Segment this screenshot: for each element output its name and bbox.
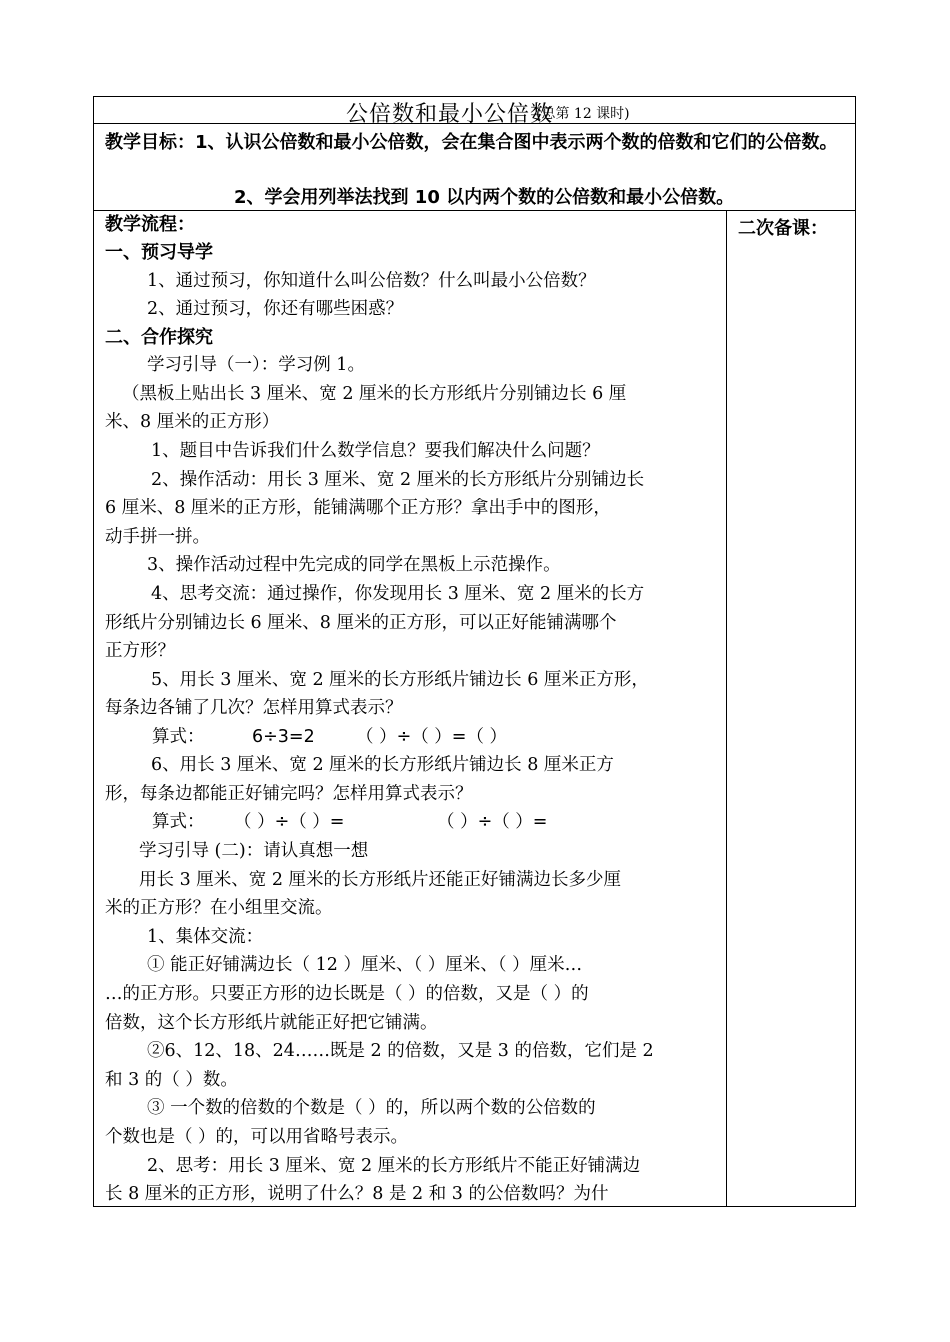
text-line: 6、用长 3 厘米、宽 2 厘米的长方形纸片铺边长 8 厘米正方 xyxy=(151,755,614,775)
second-prep-heading: 二次备课： xyxy=(738,218,828,239)
title-row xyxy=(94,97,855,127)
text-line: …的正方形。只要正方形的边长既是（ ）的倍数，又是（ ）的 xyxy=(105,984,589,1004)
lesson-plan-table xyxy=(93,96,856,1207)
text-line: 6 厘米、8 厘米的正方形，能铺满哪个正方形？拿出手中的图形， xyxy=(105,498,611,518)
teaching-process-column xyxy=(94,211,727,1206)
text-line: 个数也是（ ）的，可以用省略号表示。 xyxy=(105,1127,409,1147)
goal-1: 教学目标：1、认识公倍数和最小公倍数，会在集合图中表示两个数的倍数和它们的公倍数。 xyxy=(105,132,838,153)
text-line: 1、通过预习，你知道什么叫公倍数？什么叫最小公倍数？ xyxy=(147,271,596,291)
text-line: 长 8 厘米的正方形，说明了什么？8 是 2 和 3 的公倍数吗？为什 xyxy=(105,1184,609,1204)
lesson-number: (总第 12 课时) xyxy=(536,106,630,122)
text-line: ① 能正好铺满边长（ 12 ）厘米、（ ）厘米、（ ）厘米… xyxy=(147,955,583,975)
formula-example: 6÷3=2 xyxy=(252,727,315,747)
formula-label: 算式： xyxy=(152,727,205,747)
formula-blank: （ ）÷（ ）= xyxy=(234,812,345,832)
text-line: 形纸片分别铺边长 6 厘米、8 厘米的正方形，可以正好能铺满哪个 xyxy=(105,613,617,633)
text-line: （黑板上贴出长 3 厘米、宽 2 厘米的长方形纸片分别铺边长 6 厘 xyxy=(122,384,627,404)
text-line: 5、用长 3 厘米、宽 2 厘米的长方形纸片铺边长 6 厘米正方形， xyxy=(151,670,649,690)
text-line: 每条边各铺了几次？怎样用算式表示？ xyxy=(105,698,403,718)
text-line: 2、思考：用长 3 厘米、宽 2 厘米的长方形纸片不能正好铺满边 xyxy=(147,1156,641,1176)
formula-label: 算式： xyxy=(152,812,205,832)
goal-2: 2、学会用列举法找到 10 以内两个数的公倍数和最小公倍数。 xyxy=(234,187,735,208)
text-line: 3、操作活动过程中先完成的同学在黑板上示范操作。 xyxy=(147,555,561,575)
text-line: 正方形？ xyxy=(105,641,175,661)
formula-blank: （ ）÷（ ）=（ ） xyxy=(356,727,508,747)
teaching-goals xyxy=(94,124,855,211)
section-heading-explore: 二、合作探究 xyxy=(105,327,213,348)
text-line: 学习引导（一）：学习例 1。 xyxy=(147,355,365,375)
process-heading: 教学流程： xyxy=(105,214,195,235)
text-line: 4、思考交流：通过操作，你发现用长 3 厘米、宽 2 厘米的长方 xyxy=(151,584,645,604)
text-line: 米、8 厘米的正方形） xyxy=(105,412,280,432)
section-heading-preview: 一、预习导学 xyxy=(105,242,213,263)
text-line: 2、操作活动：用长 3 厘米、宽 2 厘米的长方形纸片分别铺边长 xyxy=(151,470,645,490)
text-line: 动手拼一拼。 xyxy=(105,527,210,547)
text-line: 和 3 的（ ）数。 xyxy=(105,1070,238,1090)
formula-blank: （ ）÷（ ）= xyxy=(437,812,548,832)
second-prep-column xyxy=(727,211,855,1206)
text-line: 倍数，这个长方形纸片就能正好把它铺满。 xyxy=(105,1013,438,1033)
text-line: 2、通过预习，你还有哪些困惑？ xyxy=(147,299,404,319)
text-line: 1、集体交流： xyxy=(147,927,264,947)
text-line: ③ 一个数的倍数的个数是（ ）的，所以两个数的公倍数的 xyxy=(147,1098,596,1118)
text-line: 1、题目中告诉我们什么数学信息？要我们解决什么问题？ xyxy=(151,441,600,461)
text-line: 形，每条边都能正好铺完吗？怎样用算式表示？ xyxy=(105,784,473,804)
text-line: 米的正方形？在小组里交流。 xyxy=(105,898,333,918)
text-line: ②6、12、18、24……既是 2 的倍数，又是 3 的倍数，它们是 2 xyxy=(147,1041,654,1061)
text-line: 学习引导 (二)：请认真想一想 xyxy=(139,841,369,861)
text-line: 用长 3 厘米、宽 2 厘米的长方形纸片还能正好铺满边长多少厘 xyxy=(139,870,622,890)
lesson-title: 公倍数和最小公倍数 xyxy=(345,102,553,127)
